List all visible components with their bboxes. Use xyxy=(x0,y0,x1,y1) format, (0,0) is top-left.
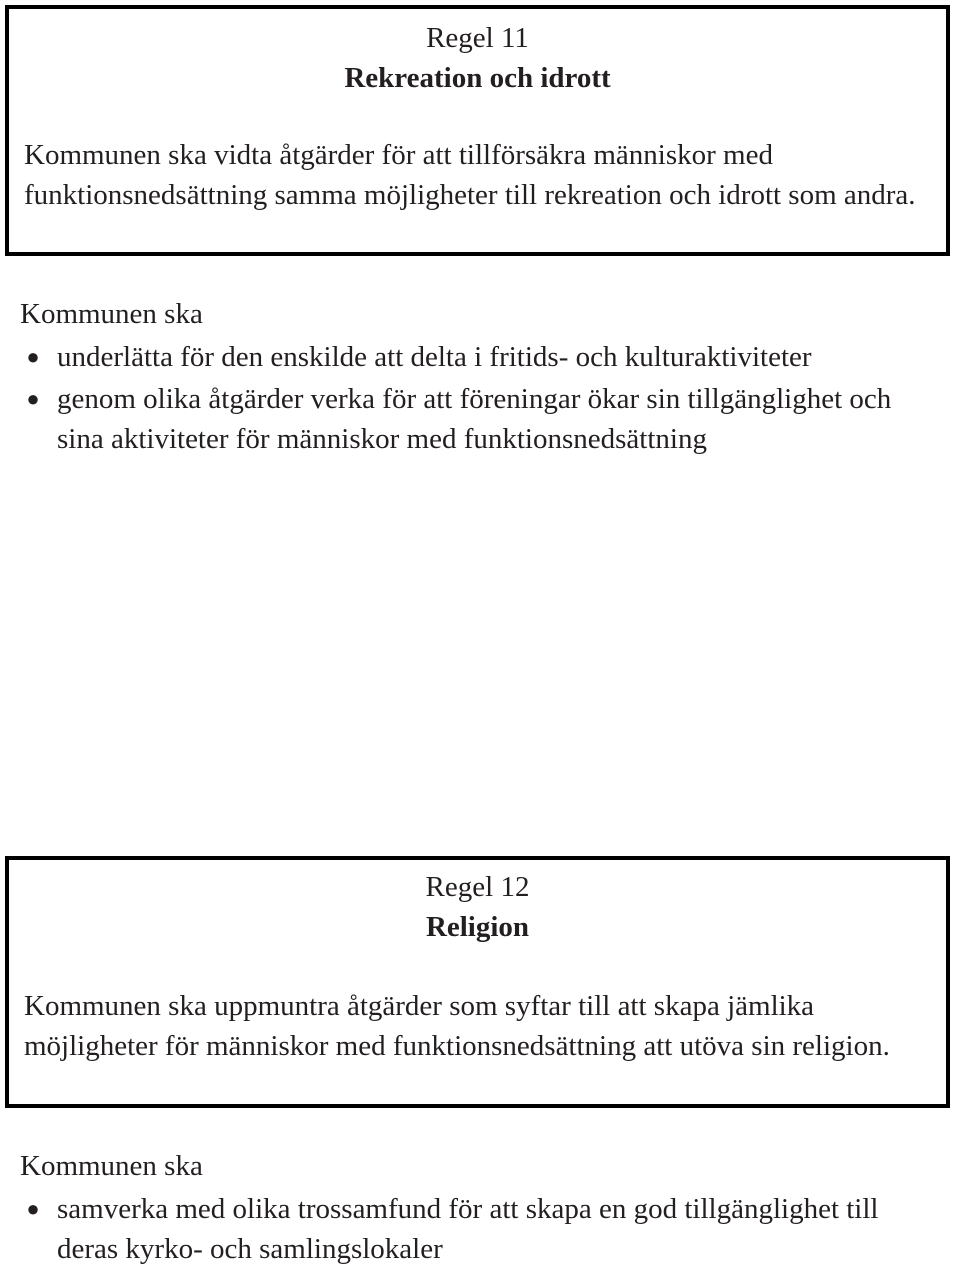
rule-11-text: Kommunen ska vidta åtgärder för att tillförsäkra människor med funktionsnedsättning samma möjligheter till rekreation och idrott som andra. xyxy=(24,139,916,211)
rule-12-heading xyxy=(9,867,946,947)
list-item-text: underlätta för den enskilde att delta i fritids- och kulturaktiviteter xyxy=(57,341,812,373)
list-item xyxy=(20,1189,920,1269)
list-item xyxy=(20,379,920,459)
rule-11-measures xyxy=(20,294,920,461)
list-item-text: genom olika åtgärder verka för att föreningar ökar sin tillgänglighet och sina aktiviteter för människor med funktionsnedsättning xyxy=(57,383,892,455)
rule-11-measures-list xyxy=(20,337,920,459)
rule-12-title: Religion xyxy=(425,911,530,943)
list-item-text: samverka med olika trossamfund för att skapa en god tillgänglighet till deras kyrko- och samlingslokaler xyxy=(57,1193,879,1265)
bullet-icon: ● xyxy=(26,1196,40,1221)
rule-12-number: Regel 12 xyxy=(425,871,530,903)
rule-12-measures xyxy=(20,1146,920,1271)
rule-12-text: Kommunen ska uppmuntra åtgärder som syftar till att skapa jämlika möjligheter för människor med funktionsnedsättning att utöva sin religion. xyxy=(24,990,890,1062)
rule-11-heading xyxy=(9,18,946,98)
rule-11-box xyxy=(5,5,950,256)
rule-11-measures-lead: Kommunen ska xyxy=(20,298,203,330)
rule-11-number: Regel 11 xyxy=(426,22,529,54)
bullet-icon: ● xyxy=(26,386,40,411)
rule-12-measures-lead: Kommunen ska xyxy=(20,1150,203,1182)
list-item xyxy=(20,337,920,377)
bullet-icon: ● xyxy=(26,344,40,369)
rule-12-measures-list xyxy=(20,1189,920,1269)
rule-11-title: Rekreation och idrott xyxy=(344,62,611,94)
rule-12-box xyxy=(5,856,950,1108)
